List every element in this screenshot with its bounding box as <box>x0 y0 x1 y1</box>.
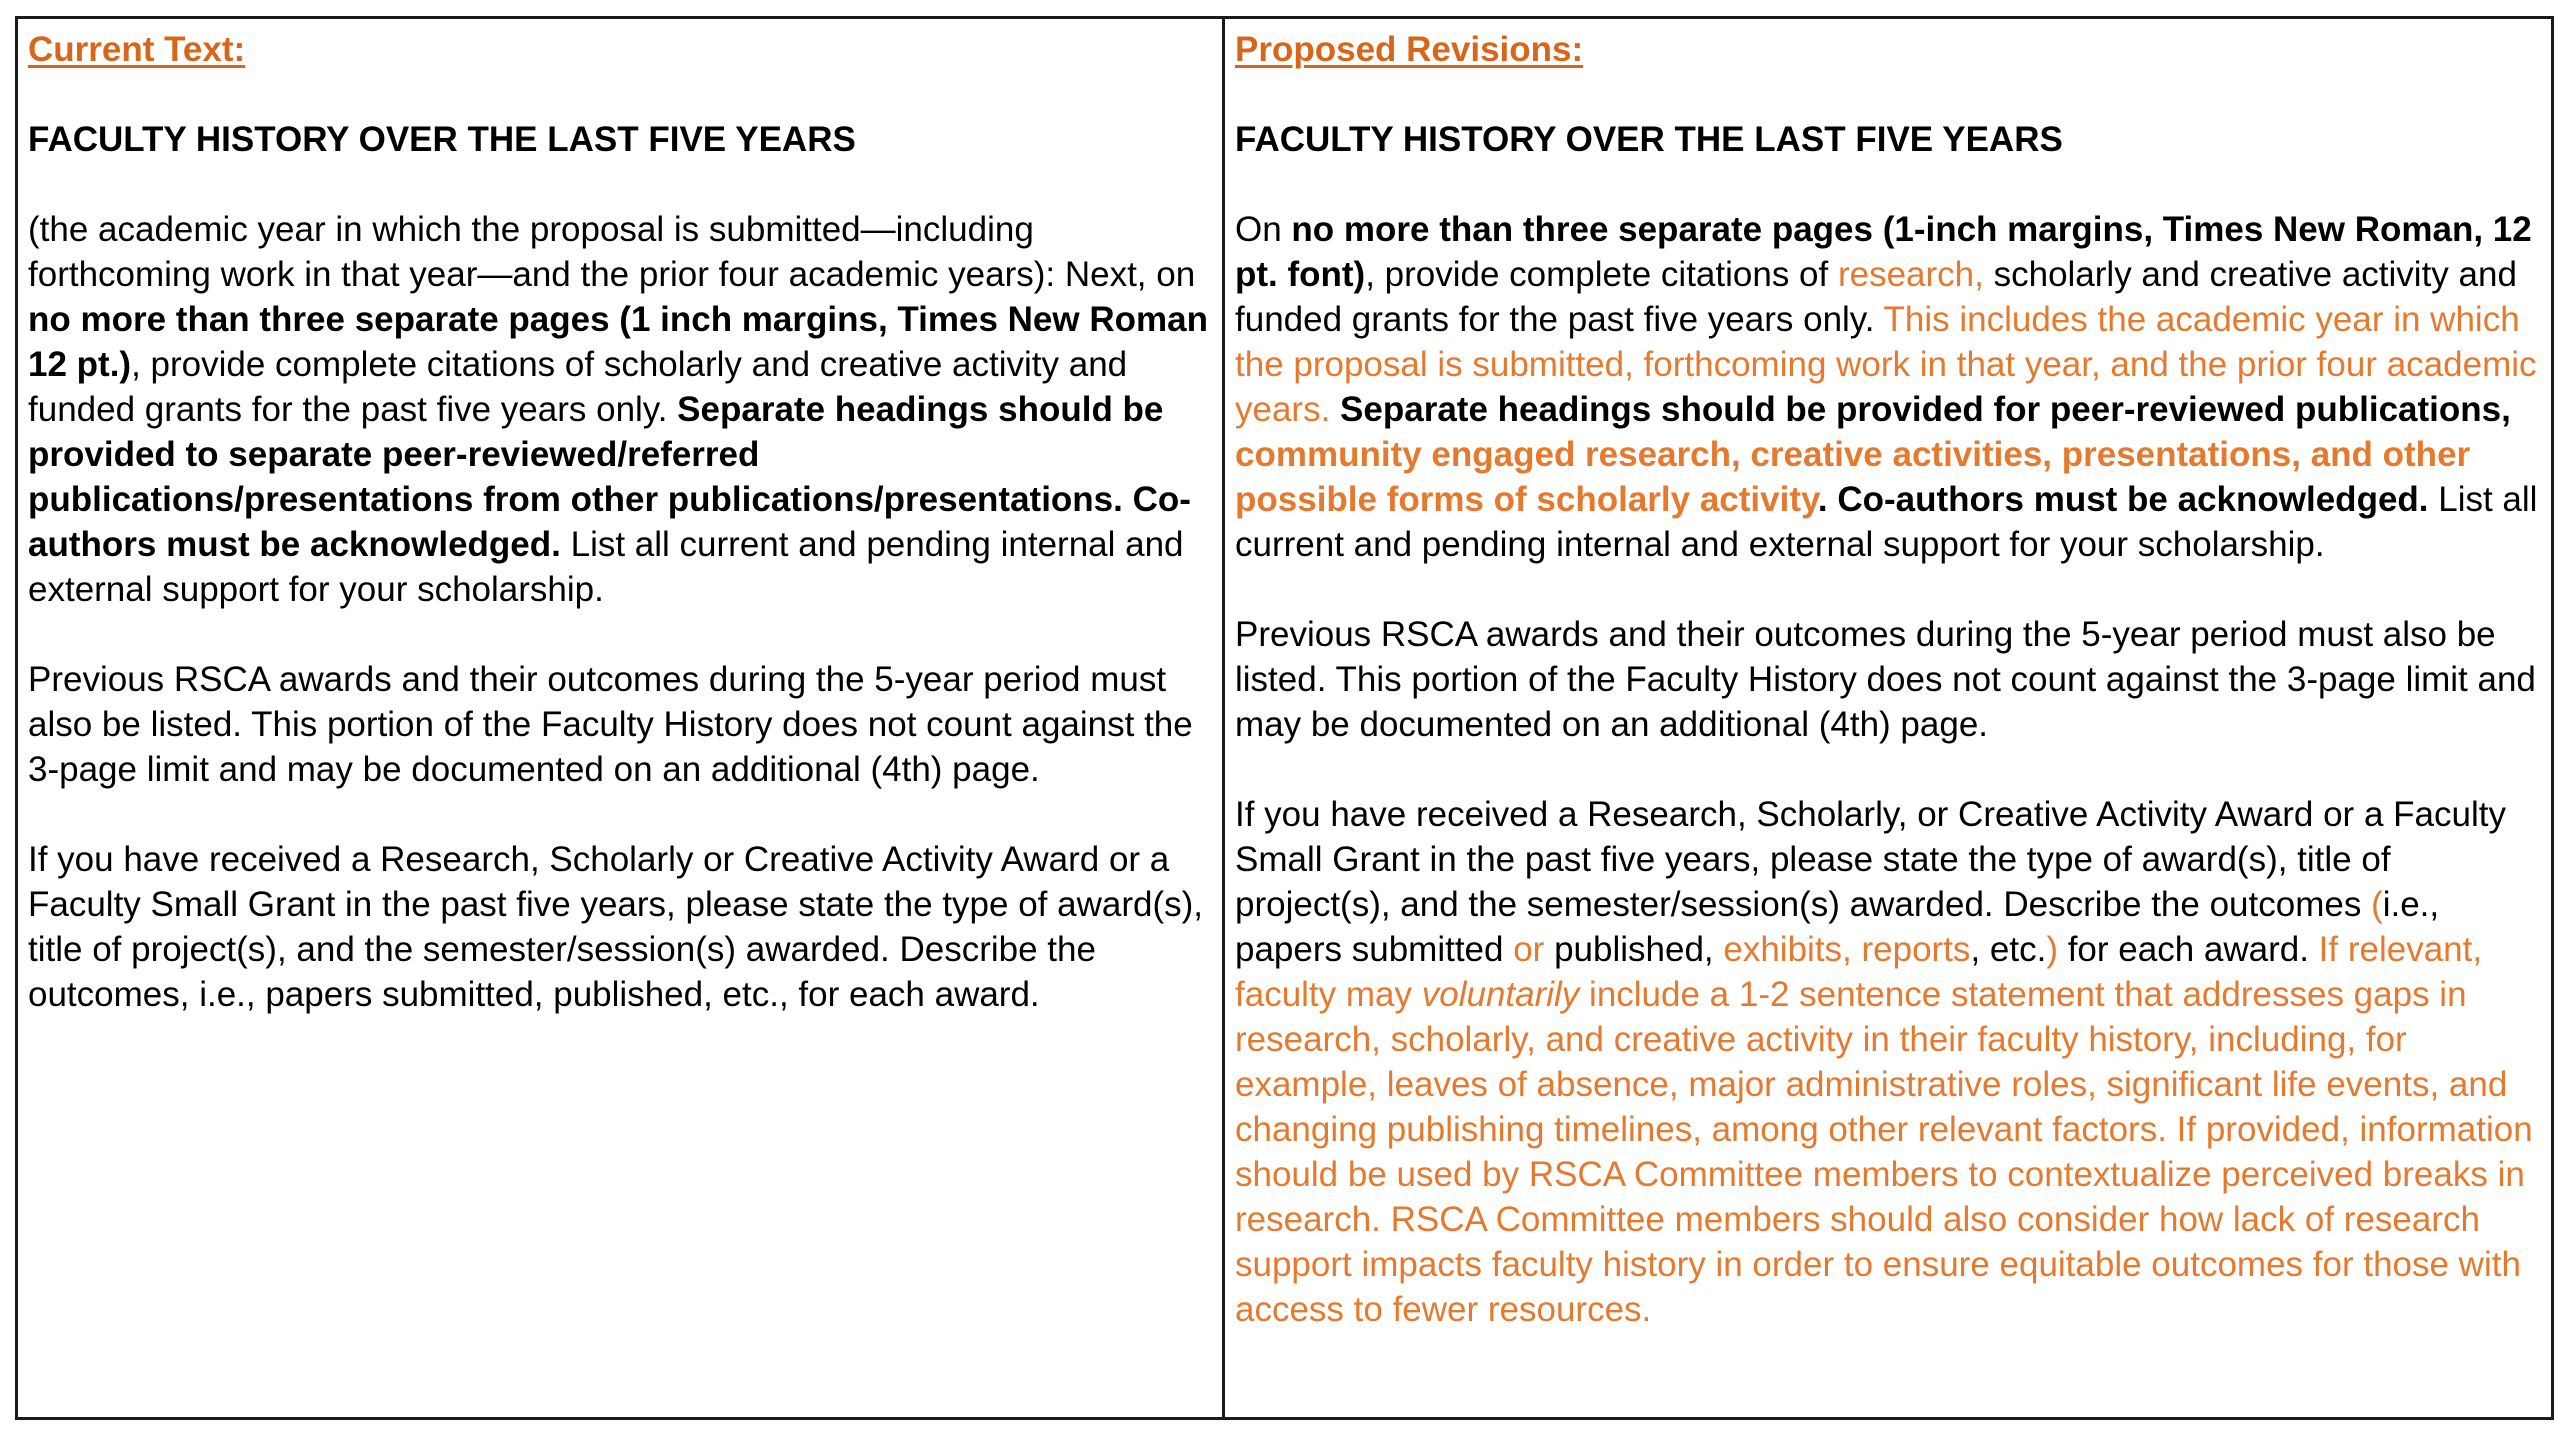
proposed-p3-text: If you have received a Research, Scholarly, or Creative Activity Award or a Faculty Small Grant in the past five years, please state the type of award(s), title of project(s), and the semester/session(s) awarded. Describe the outcomes <box>1235 795 2506 924</box>
current-paragraph-2: Previous RSCA awards and their outcomes during the 5-year period must also be listed. This portion of the Faculty History does not count against the 3-page limit and may be documented on an additional (4th) page. <box>28 660 1193 789</box>
proposed-paragraph-2: Previous RSCA awards and their outcomes during the 5-year period must also be listed. This portion of the Faculty History does not count against the 3-page limit and may be documented on an additional (4th) page. <box>1235 615 2536 744</box>
proposed-p3-text: published, <box>1544 930 1724 969</box>
proposed-p3-revision: exhibits, reports <box>1723 930 1971 969</box>
proposed-p1-revision: research, <box>1837 255 1984 294</box>
proposed-p1-text: List all current and pending internal and external support for your scholarship. <box>1235 480 2538 564</box>
proposed-p3-revision: If relevant, faculty may <box>1235 930 2483 1014</box>
proposed-p1-text: scholarly and creative activity and funded grants for the past five years only. <box>1235 255 2517 339</box>
current-paragraph-1 <box>28 207 1212 612</box>
proposed-p1-bold-headings: Separate headings should be provided for peer-reviewed publications, <box>1340 390 2511 429</box>
proposed-p1-bold-coauthors: . Co-authors must be acknowledged. <box>1817 480 2429 519</box>
current-paragraph-3: If you have received a Research, Scholarly or Creative Activity Award or a Faculty Small Grant in the past five years, please state the type of award(s), title of project(s), and the semester/session(s) awarded. Describe the outcomes, i.e., papers submitted, published, etc., for each award. <box>28 840 1203 1014</box>
current-p1-text: (the academic year in which the proposal is submitted—including forthcoming work in that year—and the prior four academic years): Next, on <box>28 210 1196 294</box>
proposed-p1-revision: This includes the academic year in which the proposal is submitted, forthcoming work in that year, and the prior four academic years. <box>1235 300 2537 429</box>
proposed-p3-revision: or <box>1513 930 1545 969</box>
current-p1-text: , provide complete citations of scholarly and creative activity and funded grants for the past five years only. <box>28 345 1128 429</box>
proposed-revisions-column <box>1225 19 2551 1417</box>
current-p1-bold-page-limit: no more than three separate pages (1 inch margins, Times New Roman 12 pt.) <box>28 300 1208 384</box>
proposed-p1-space <box>1330 390 1340 429</box>
proposed-p3-text: , etc. <box>1970 930 2047 969</box>
current-text-column <box>18 19 1225 1417</box>
current-p1-text: List all current and pending internal and external support for your scholarship. <box>28 525 1184 609</box>
proposed-p3-text: i.e., papers submitted <box>1235 885 2440 969</box>
proposed-p1-revision-bold: community engaged research, creative activities, presentations, and other possible forms of scholarly activity <box>1235 435 2471 519</box>
proposed-section-heading: FACULTY HISTORY OVER THE LAST FIVE YEARS <box>1235 120 2063 159</box>
current-section-heading: FACULTY HISTORY OVER THE LAST FIVE YEARS <box>28 120 856 159</box>
proposed-p1-text: On <box>1235 210 1292 249</box>
proposed-p1-text: , provide complete citations of <box>1365 255 1838 294</box>
proposed-paragraph-3 <box>1235 792 2541 1332</box>
proposed-p3-revision: ( <box>2371 885 2383 924</box>
proposed-paragraph-1 <box>1235 207 2541 567</box>
current-p1-bold-headings: Separate headings should be provided to separate peer-reviewed/referred publications/presentations from other publications/presentations. Co-authors must be acknowledged. <box>28 390 1191 564</box>
proposed-revisions-title: Proposed Revisions: <box>1235 30 1584 69</box>
proposed-p3-text: for each award. <box>2057 930 2319 969</box>
proposed-p3-revision: ) <box>2046 930 2058 969</box>
current-text-title: Current Text: <box>28 30 246 69</box>
proposed-p3-revision: include a 1-2 sentence statement that addresses gaps in research, scholarly, and creative activity in their faculty history, including, for example, leaves of absence, major administrative roles, significant life events, and changing publishing timelines, among other relevant factors. If provided, information should be used by RSCA Committee members to contextualize perceived breaks in research. RSCA Committee members should also consider how lack of research support impacts faculty history in order to ensure equitable outcomes for those with access to fewer resources. <box>1235 975 2533 1329</box>
comparison-table <box>15 16 2554 1420</box>
proposed-p3-revision-italic: voluntarily <box>1421 975 1580 1014</box>
proposed-p1-bold-page-limit: no more than three separate pages (1-inch margins, Times New Roman, 12 pt. font) <box>1235 210 2532 294</box>
